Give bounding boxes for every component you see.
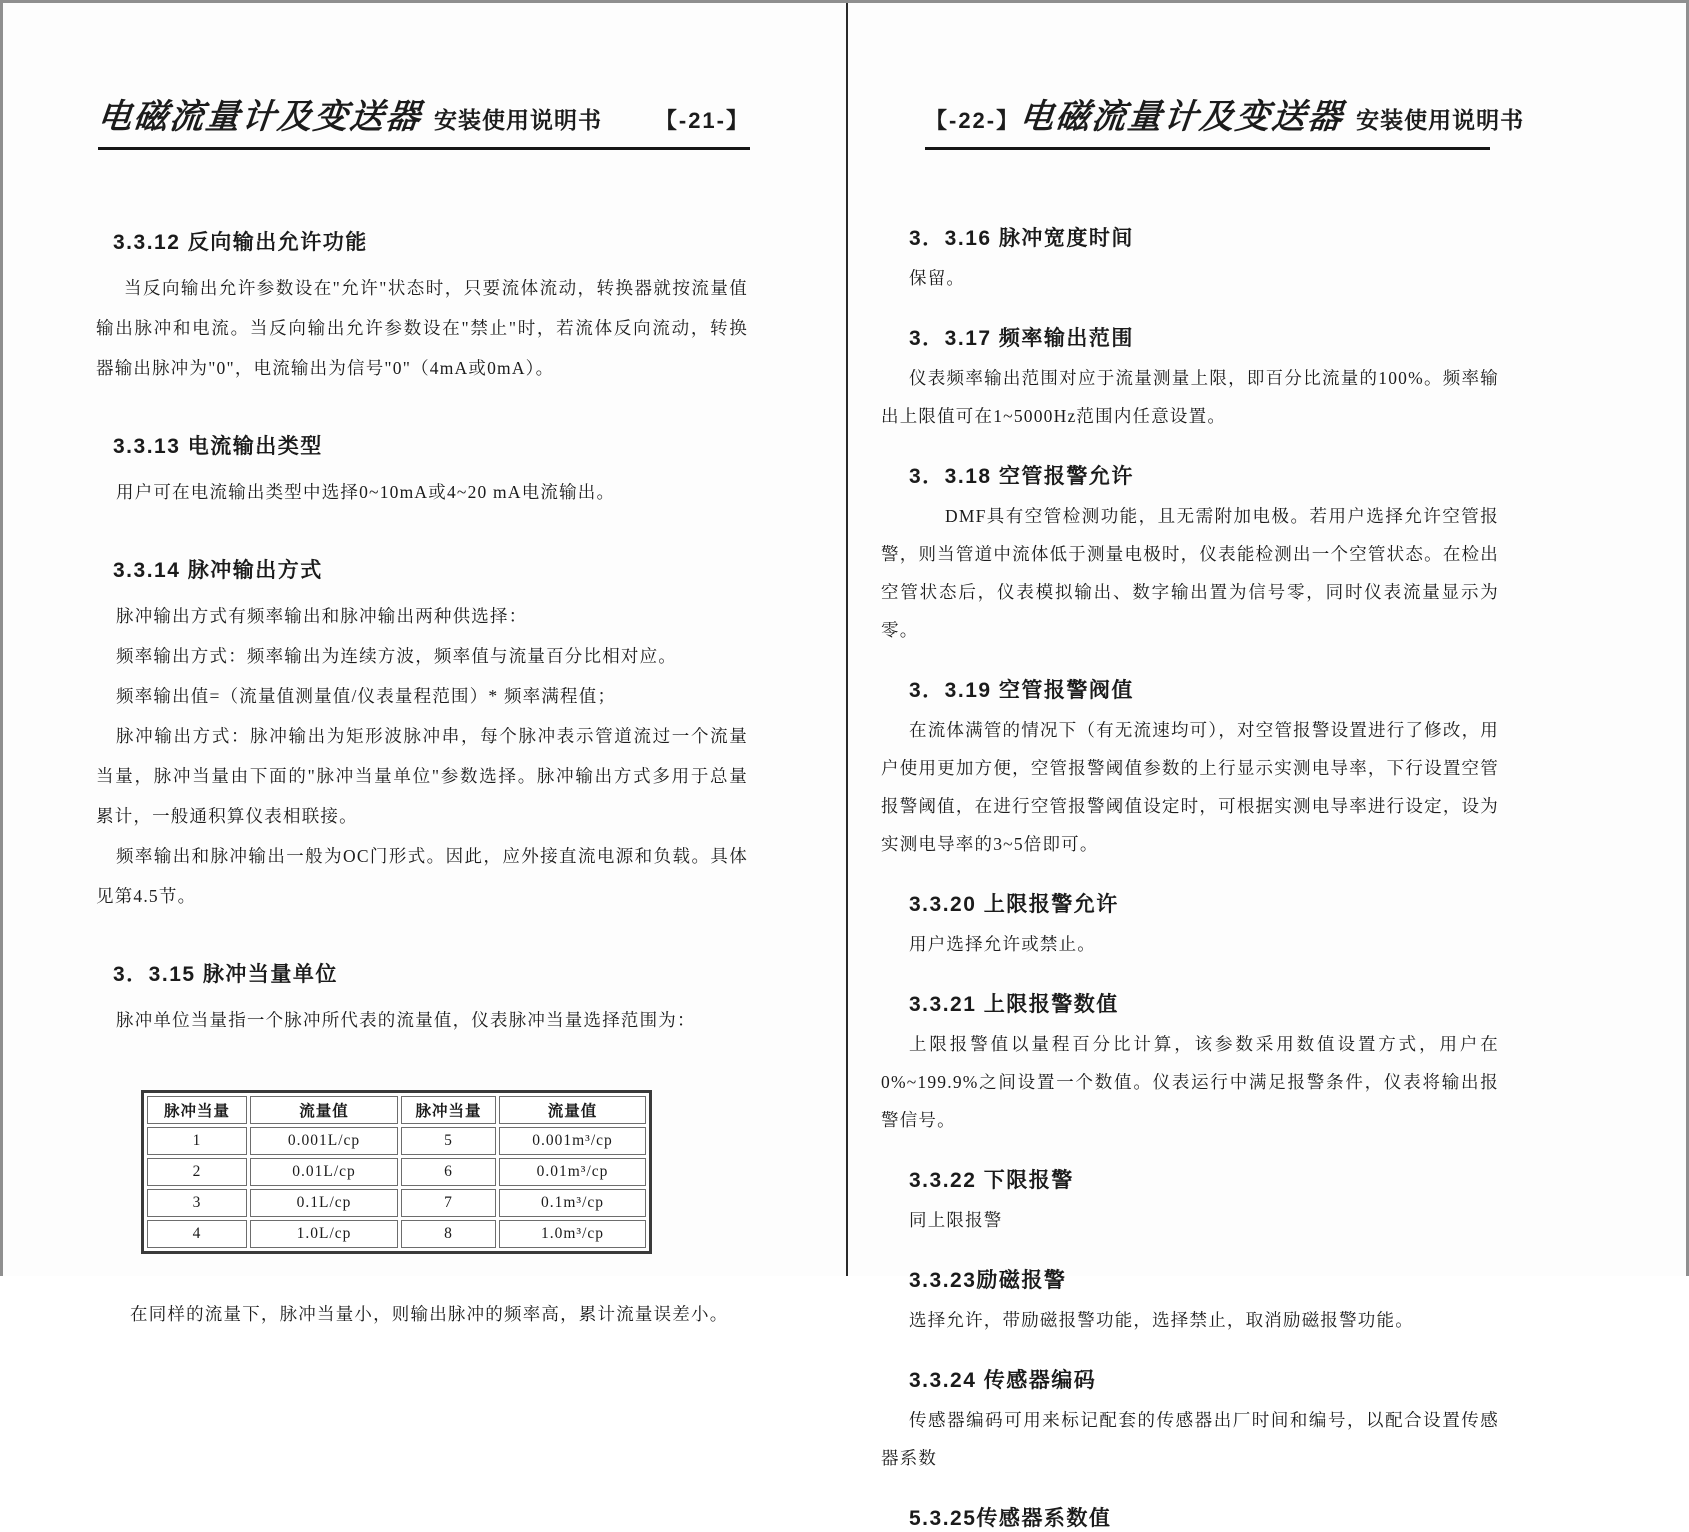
table-cell: 3 <box>147 1189 247 1217</box>
paragraph: 传感器编码可用来标记配套的传感器出厂时间和编号，以配合设置传感器系数 <box>881 1410 1499 1468</box>
page-21 <box>3 3 846 1324</box>
page-number: 【-21-】 <box>654 108 750 133</box>
paragraph: 频率输出方式：频率输出为连续方波，频率值与流量百分比相对应。 <box>116 646 677 666</box>
table-row <box>147 1189 646 1217</box>
table-cell: 1.0m³/cp <box>499 1220 646 1248</box>
page-subtitle: 安装使用说明书 <box>1356 107 1525 133</box>
table-row <box>147 1127 646 1155</box>
table-cell: 7 <box>401 1189 496 1217</box>
page-number: 【-22-】 <box>925 108 1021 133</box>
paragraph: 在流体满管的情况下（有无流速均可），对空管报警设置进行了修改，用户使用更加方便，空管报警阈值参数的上行显示实测电导率，下行设置空管报警阈值，在进行空管报警阈值设定时，可根据实测电导率进行设定，设为实测电导率的3~5倍即可。 <box>881 720 1499 854</box>
section-heading: 3.3.24 传感器编码 <box>909 1369 1097 1392</box>
table-header-cell: 脉冲当量 <box>147 1096 247 1124</box>
table-cell: 0.1m³/cp <box>499 1189 646 1217</box>
paragraph: 同上限报警 <box>909 1210 1003 1230</box>
section-heading: 3.3.21 上限报警数值 <box>909 993 1119 1016</box>
table-header-cell: 流量值 <box>250 1096 398 1124</box>
page-22 <box>848 3 1689 1530</box>
table-row <box>147 1158 646 1186</box>
pulse-equivalent-table <box>141 1090 652 1254</box>
page-header <box>95 89 750 150</box>
paragraph: 频率输出值=（流量值测量值/仪表量程范围）* 频率满程值； <box>116 686 617 706</box>
section-heading: 3．3.16 脉冲宽度时间 <box>909 227 1134 250</box>
table-cell: 5 <box>401 1127 496 1155</box>
paragraph: 脉冲单位当量指一个脉冲所代表的流量值，仪表脉冲当量选择范围为： <box>116 1010 696 1030</box>
paragraph: DMF具有空管检测功能，且无需附加电极。若用户选择允许空管报警，则当管道中流体低于测量电极时，仪表能检测出一个空管状态。在检出空管状态后，仪表模拟输出、数字输出置为信号零，同时仪表流量显示为零。 <box>881 506 1499 640</box>
section-heading: 3．3.17 频率输出范围 <box>909 327 1134 350</box>
section-heading: 3.3.12 反向输出允许功能 <box>113 231 368 254</box>
table-header-row <box>147 1096 646 1124</box>
page-subtitle: 安装使用说明书 <box>434 107 602 133</box>
table-cell: 1.0L/cp <box>250 1220 398 1248</box>
table-cell: 0.01m³/cp <box>499 1158 646 1186</box>
table-cell: 0.001L/cp <box>250 1127 398 1155</box>
section-heading: 5.3.25传感器系数值 <box>909 1507 1112 1530</box>
section-heading: 3.3.20 上限报警允许 <box>909 893 1119 916</box>
page-title: 电磁流量计及变送器 <box>1017 99 1346 136</box>
section-heading: 3．3.15 脉冲当量单位 <box>113 963 338 986</box>
table-header-cell: 流量值 <box>499 1096 646 1124</box>
paragraph: 频率输出和脉冲输出一般为OC门形式。因此，应外接直流电源和负载。具体见第4.5节。 <box>96 846 748 906</box>
page-body <box>96 226 748 1334</box>
section-heading: 3.3.22 下限报警 <box>909 1169 1074 1192</box>
section-heading: 3．3.19 空管报警阀值 <box>909 679 1134 702</box>
table-row <box>147 1220 646 1248</box>
table-header-cell: 脉冲当量 <box>401 1096 496 1124</box>
table-cell: 0.1L/cp <box>250 1189 398 1217</box>
section-heading: 3.3.14 脉冲输出方式 <box>113 559 323 582</box>
table-cell: 8 <box>401 1220 496 1248</box>
table-cell: 2 <box>147 1158 247 1186</box>
paragraph: 脉冲输出方式有频率输出和脉冲输出两种供选择： <box>116 606 528 626</box>
table-cell: 0.001m³/cp <box>499 1127 646 1155</box>
page-title: 电磁流量计及变送器 <box>95 99 424 136</box>
paragraph: 用户选择允许或禁止。 <box>909 934 1096 954</box>
paragraph: 脉冲输出方式：脉冲输出为矩形波脉冲串，每个脉冲表示管道流过一个流量当量，脉冲当量由下面的"脉冲当量单位"参数选择。脉冲输出方式多用于总量累计，一般通积算仪表相联接。 <box>96 726 748 826</box>
paragraph: 上限报警值以量程百分比计算，该参数采用数值设置方式，用户在0%~199.9%之间设置一个数值。仪表运行中满足报警条件，仪表将输出报警信号。 <box>881 1034 1499 1130</box>
paragraph: 仪表频率输出范围对应于流量测量上限，即百分比流量的100%。频率输出上限值可在1~5000Hz范围内任意设置。 <box>881 368 1499 426</box>
table-cell: 4 <box>147 1220 247 1248</box>
paragraph: 用户可在电流输出类型中选择0~10mA或4~20 mA电流输出。 <box>116 482 616 502</box>
paragraph: 当反向输出允许参数设在"允许"状态时，只要流体流动，转换器就按流量值输出脉冲和电流。当反向输出允许参数设在"禁止"时，若流体反向流动，转换器输出脉冲为"0"，电流输出为信号"0"（4mA或0mA）。 <box>96 278 748 378</box>
paragraph: 选择允许，带励磁报警功能，选择禁止，取消励磁报警功能。 <box>909 1310 1414 1330</box>
paragraph: 保留。 <box>909 268 966 288</box>
header-title-group <box>1017 89 1525 138</box>
table-cell: 0.01L/cp <box>250 1158 398 1186</box>
header-title-group <box>95 89 602 138</box>
section-heading: 3．3.18 空管报警允许 <box>909 465 1134 488</box>
page-body <box>881 222 1499 1532</box>
page-header <box>925 89 1525 150</box>
table-note-paragraph: 在同样的流量下，脉冲当量小，则输出脉冲的频率高，累计流量误差小。 <box>130 1304 729 1324</box>
section-heading: 3.3.23励磁报警 <box>909 1269 1067 1292</box>
table-cell: 6 <box>401 1158 496 1186</box>
table-cell: 1 <box>147 1127 247 1155</box>
section-heading: 3.3.13 电流输出类型 <box>113 435 323 458</box>
